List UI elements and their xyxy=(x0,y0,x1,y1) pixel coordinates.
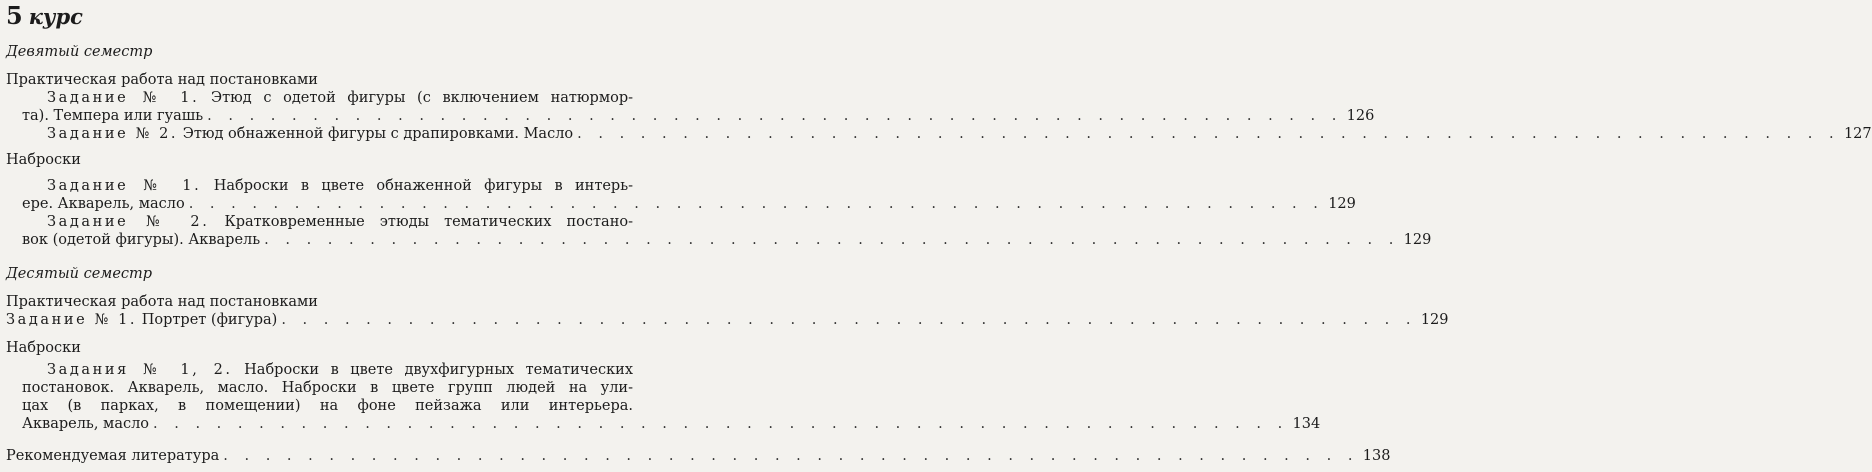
task-prefix: Задание № 1. xyxy=(47,178,202,194)
dot-leader: . . . . . . . . . . . . . . . . . . . . . . . . . . . . . . . . . . . . . . . . . . . . . . . . . . . . . . xyxy=(281,312,1417,328)
course-number: 5 xyxy=(6,1,23,30)
dot-leader: . . . . . . . . . . . . . . . . . . . . . . . . . . . . . . . . . . . . . . . . . . . . . . . . . . . . . . xyxy=(153,416,1289,432)
dot-leader: . . . . . . . . . . . . . . . . . . . . . . . . . . . . . . . . . . . . . . . . . . . . . . . . . . . . . . xyxy=(264,232,1400,248)
dot-leader: . . . . . . . . . . . . . . . . . . . . . . . . . . . . . . . . . . . . . . . . . . . . . . . . . . . . . . xyxy=(223,448,1359,464)
task-text: Кратковременные этюды тематических постано- xyxy=(224,214,633,230)
sem10-sketches-task-line1 xyxy=(47,360,633,380)
page-number: 129 xyxy=(1420,312,1449,328)
sem9-sketches-task1-line1 xyxy=(47,176,633,196)
sem10-sketches-task-line2: постановок. Акварель, масло. Наброски в цвете групп людей на ули- xyxy=(22,380,633,396)
dot-leader: . . . . . . . . . . . . . . . . . . . . . . . . . . . . . . . . . . . . . . . . . . . . . . . . . . . . . . . . . . . . xyxy=(577,126,1840,142)
task-text: Этюд обнаженной фигуры с драпировками. Масло xyxy=(182,126,574,142)
page-number: 129 xyxy=(1403,232,1432,248)
sem10-sketches-task-line3: цах (в парках, в помещении) на фоне пейзажа или интерьера. xyxy=(22,398,633,414)
page-number: 134 xyxy=(1292,416,1321,432)
sem10-practice-task1 xyxy=(6,310,1449,330)
task-line xyxy=(47,124,573,144)
sem9-practice-task1-line1 xyxy=(47,88,633,108)
page-number: 127 xyxy=(1843,126,1872,142)
semester-9-title: Девятый семестр xyxy=(6,44,153,60)
task-text: ере. Акварель, масло xyxy=(22,196,185,212)
course-heading xyxy=(6,2,83,31)
sem10-sketches-title: Наброски xyxy=(6,340,81,356)
task-line xyxy=(6,310,277,330)
sem9-sketches-task1-line2 xyxy=(22,194,1356,214)
literature-title: Рекомендуемая литература xyxy=(6,448,220,464)
sem9-sketches-task2-line2 xyxy=(22,230,1432,250)
sem9-practice-title: Практическая работа над постановками xyxy=(6,72,318,88)
sem9-sketches-task2-line1 xyxy=(47,212,633,232)
sem9-sketches-title: Наброски xyxy=(6,152,81,168)
task-text: Портрет (фигура) xyxy=(141,312,278,328)
sem10-practice-title: Практическая работа над постановками xyxy=(6,294,318,310)
task-prefix: Задание № 1. xyxy=(6,312,138,328)
page-number: 129 xyxy=(1328,196,1356,212)
page-number: 138 xyxy=(1362,448,1391,464)
dot-leader: . . . . . . . . . . . . . . . . . . . . . . . . . . . . . . . . . . . . . . . . . . . . . . . . . . . . . . xyxy=(207,108,1343,124)
task-text: Наброски в цвете обнаженной фигуры в интерь- xyxy=(213,178,633,194)
task-prefix: Задания № 1, 2. xyxy=(47,362,233,378)
course-word: курс xyxy=(28,4,83,29)
task-text: Акварель, масло xyxy=(22,416,150,432)
sem9-practice-task2 xyxy=(47,124,1872,144)
recommended-literature xyxy=(6,446,1391,466)
sem10-sketches-task-line4 xyxy=(22,414,1321,434)
task-text: та). Темпера или гуашь xyxy=(22,108,204,124)
task-text: вок (одетой фигуры). Акварель xyxy=(22,232,261,248)
task-prefix: Задание № 2. xyxy=(47,126,179,142)
task-prefix: Задание № 2. xyxy=(47,214,210,230)
semester-10-title: Десятый семестр xyxy=(6,266,153,282)
task-text: Этюд с одетой фигуры (с включением натюрмор- xyxy=(210,90,634,106)
dot-leader: . . . . . . . . . . . . . . . . . . . . . . . . . . . . . . . . . . . . . . . . . . . . . . . . . . . . . . xyxy=(188,196,1324,212)
sem9-practice-task1-line2 xyxy=(22,106,1375,126)
task-text: Наброски в цвете двухфигурных тематических xyxy=(244,362,633,378)
task-prefix: Задание № 1. xyxy=(47,90,200,106)
page-number: 126 xyxy=(1346,108,1375,124)
